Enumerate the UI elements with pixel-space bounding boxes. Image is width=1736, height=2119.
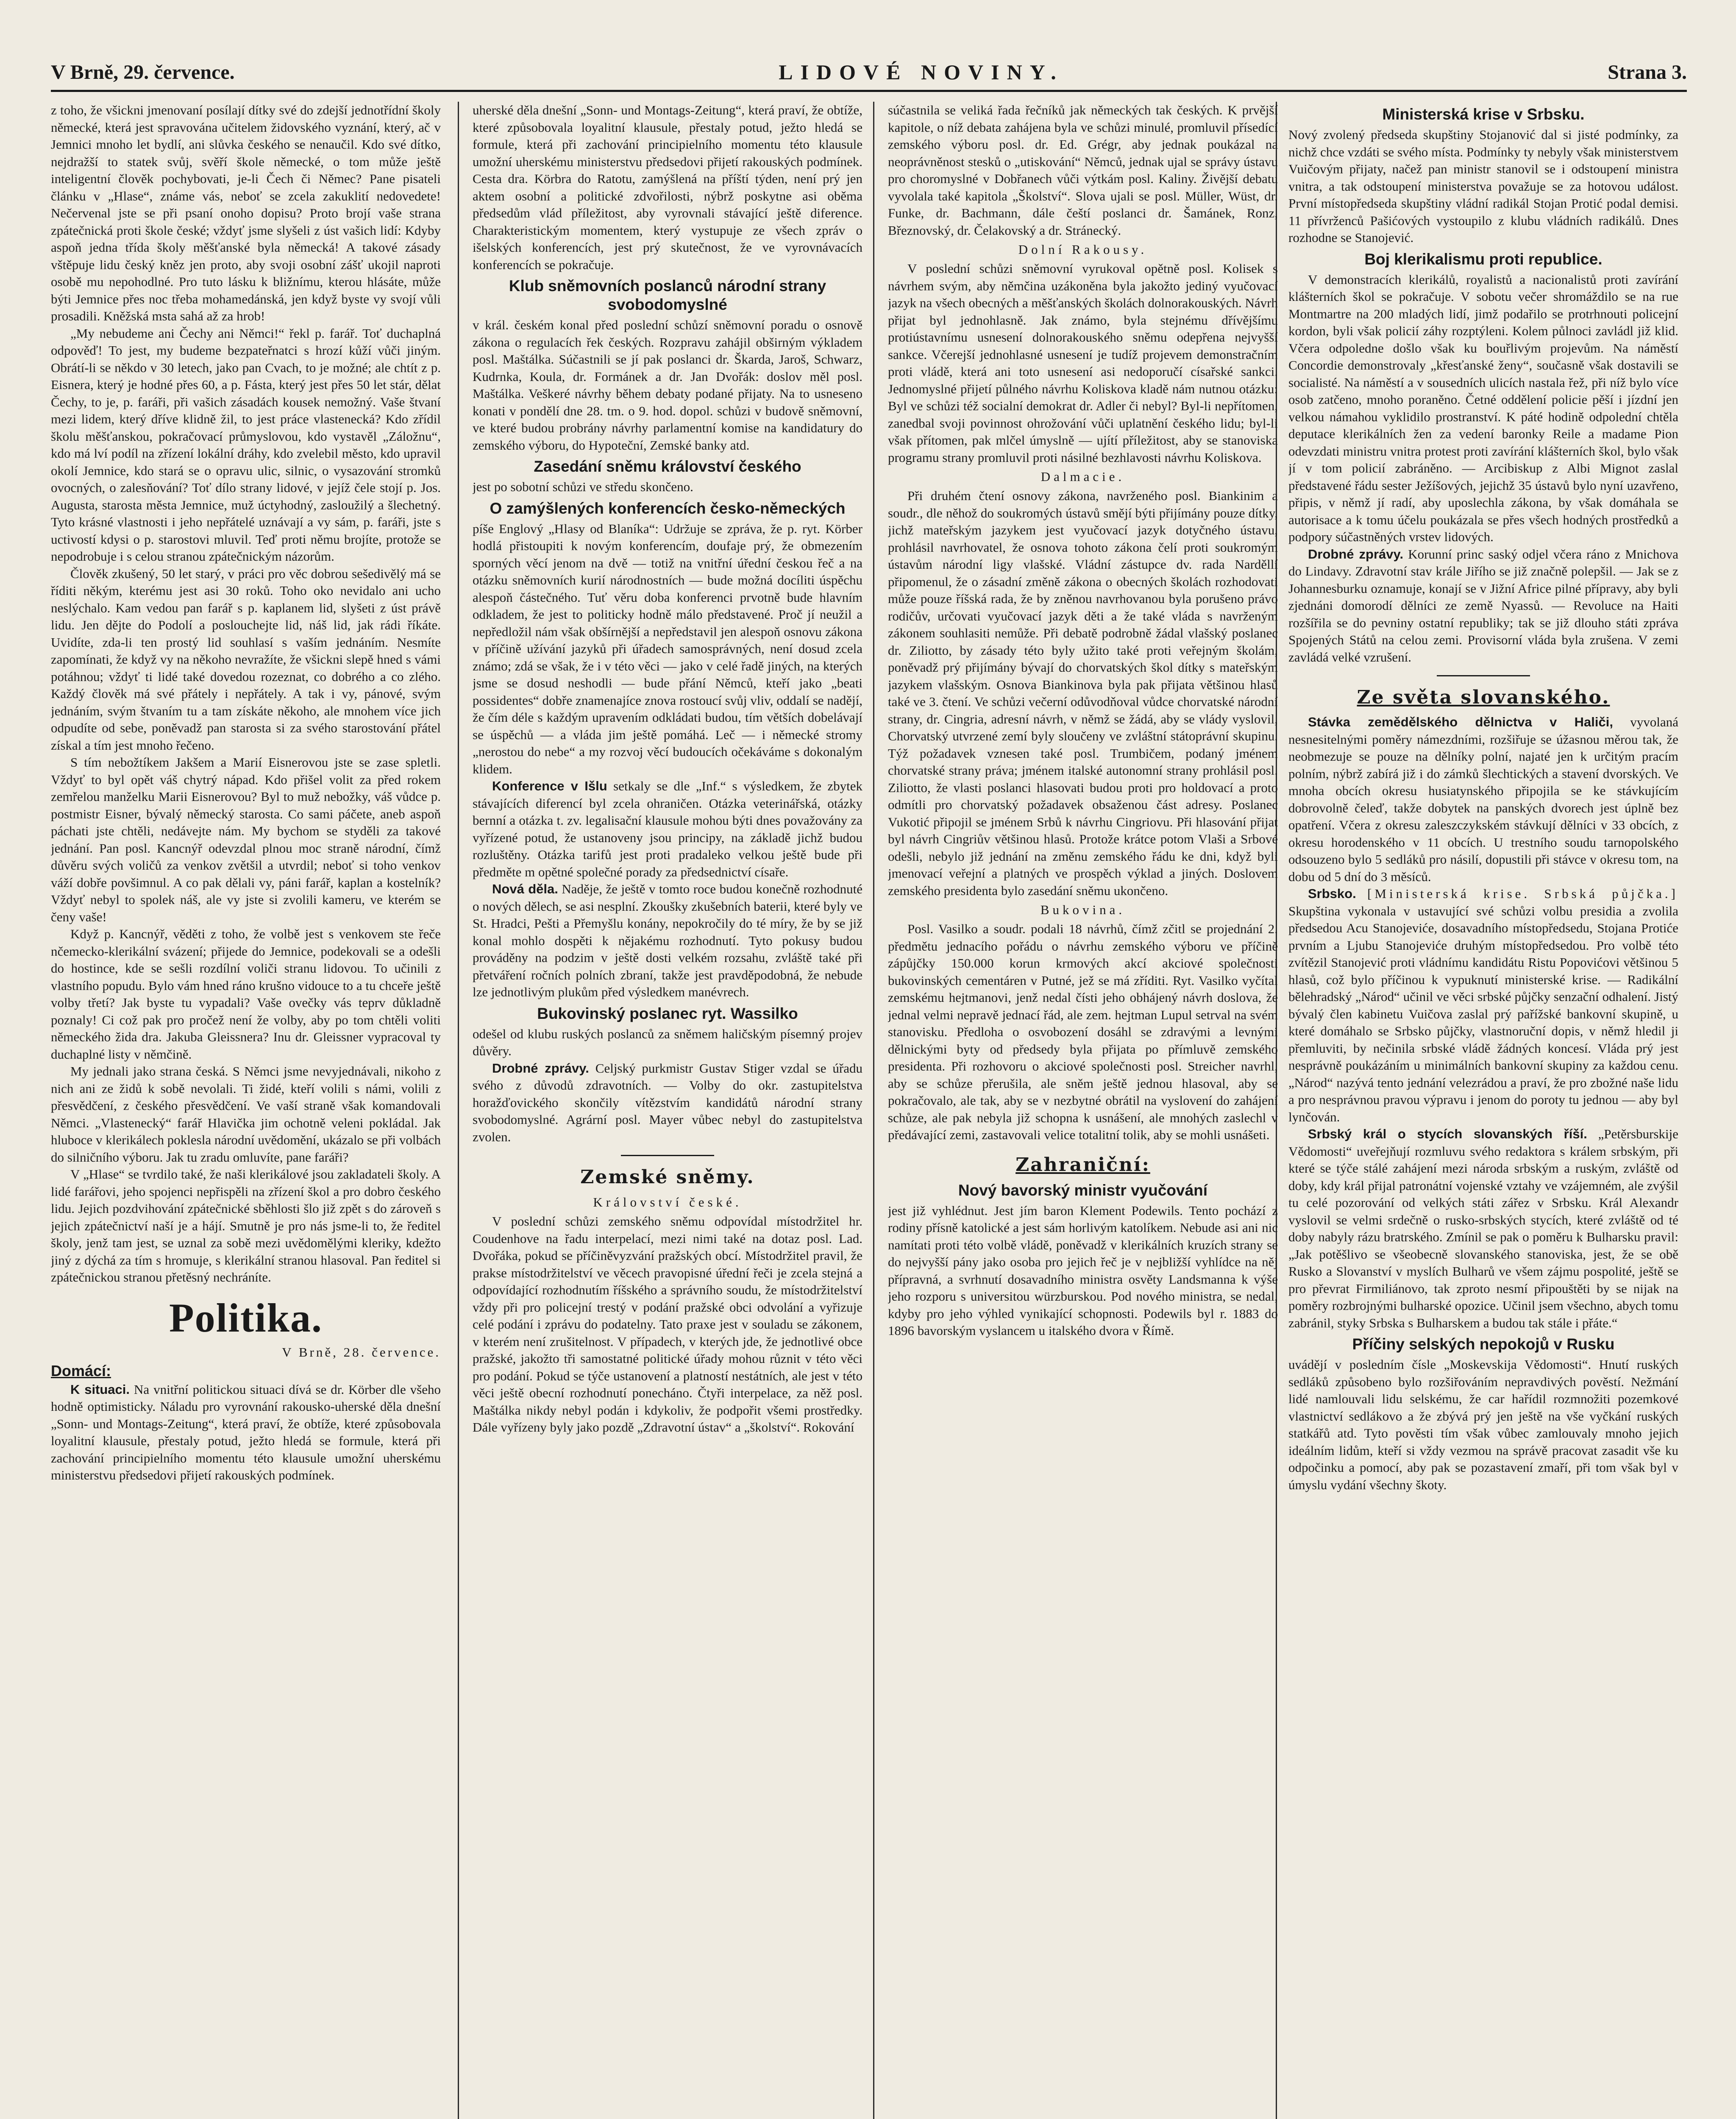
paragraph: Při druhém čtení osnovy zákona, navrženého posl. Biankinim a soudr., dle něhož do soukromých ústavů smějí býti přijímány pouze dítky, jichž mateřským jazykem jest vyučovací jazyk dotyčného ústavu, prohlásil navrhovatel, že osnova tohoto zákona čelí proti soukromým ústavům národní ligy vlašské. Vládní zástupce dv. rada Narděllí připomenul, že o zásadní změně zákona o obecných školách rozhodovati může pouze říšská rada, že by zněnou navrhovanou byla porušeno právo rodičův, určovati vyučovací jazyk děti a že také vláda s navrženým zákonem souhlasiti nemůže. Při debatě podrobně žádal vlašský poslanec dr. Ziliotto, by zásady této byly užito také proti veřejným školám, poněvadž prý přijímány bývají do chorvatských škol dítky s mateřským jazykem vlašským. Osnova Biankinova byla pak přijata většinou hlasů také ve 3. čtení. Ve schůzi večerní odůvodňoval vůdce chorvatské národní strany, dr. Cingria, adresní návrh, v němž se žádá, aby se vlády vyslovil, Chorvatský utvrzené zemí byly sloučeny ve zvláštní státoprávní skupinu. Týž požadavek vznesen také posl. Trumbičem, podaný jménem chorvatské strany práva; jménem italské autonomní strany prohlásil posl. Ziliotto, že vlasti poslanci hlasovati budou proti pro holdovací a proto odmítli pro chorvatský požadavek obsaženou část adresy. Poslanec Vukotić připojil se jménem Srbů k návrhu Cingriovu. Při hlasování přijat byl návrh Cingriův většinou hlasů. Protože krátce potom Vlaši a Srbové odešli, nebylo již jednání na změnu zemského řádu ke dni, když byli jmenovací veřejní a platných ve prospěch výklad a jiných. Doslovem zemského presidenta bylo zasedání sněmu ukončeno. <box>888 488 1278 898</box>
paragraph: vyvolaná nesnesitelnými poměry námezdními, rozšiřuje se úžasnou měrou tak, že neobmezuje se pouze na dělníky polní, najaté jen k určitým pracím polním, nýbrž zabírá již i do zámků šlechtických a stavení dvorských. Ve mnoha obcích okresu husiatynského připojila se ke stávkujícím dobrovolně čeleď, takže dobytek na panských dvorech jest úplně bez opatření. Včera z okresu zaleszczykském stávkují dělníci v 33 obcích, z okresu horodenského v 11 obcích. U trestního soudu tarnopolského odsouzeno bylo 5 sedláků pro násilí, dopustili při stávce v okresu tom, na dobu od 5 dní do 3 měsíců. <box>1288 715 1678 884</box>
subsection-heading: Dalmacie. <box>1040 469 1125 484</box>
column-divider <box>458 102 459 2119</box>
paragraph: v král. českém konal před poslední schůzí sněmovní poradu o osnově zákona o regulacích řek českých. Rozpravu zahájil obširným výkladem posl. Maštálka. Súčastnili se jí pak poslanci dr. Škarda, Jaroš, Schwarz, Kudrnka, Koula, dr. Formánek a dr. Jan Dvořák: doslov měl posl. Maštálka. Veškeré návrhy během debaty podané přijaty. Na to usneseno konati v pondělí dne 28. tm. o 9. hod. dopol. schůzi v budově sněmovní, ve které budou probrány návrhy parlamentní komise na kandidatury do zemského výboru, do Hypoteční, Zemské banky atd. <box>473 317 862 453</box>
paragraph: „Petěrsburskije Vědomosti“ uveřejňují rozmluvu svého redaktora s králem srbským, při které se týče stálé zahájení mezi národa srbským a ruským, zvláště od doby, kdy král přijal patronátní vojenské vztahy ve vzájemném, ale zvýšil tu celé pozorování od velkých státi zářez v Srbsku. Král Alexandr vyslovil se velmi srdečně o rusko-srbských stycích, které zvláště od té doby nabyly rázu bratrského. Zmínil se pak o poměru k Bulharsku pravil: „Jak potěšlivo se všeobecně slovanského stanoviska, jest, že se obě Rusko a Slovanství v myslích Bulharů ve všem zájmu pospolité, ještě se pro převrat Firmiliánovo, tak zproto nesmí připouštěti by se nijak na poměry rozbrojnými bulharské opozice. Učinil jsem všechno, abych tomu zabránil, styky Srbska s Bulharskem a budou tak stále i přáte.“ <box>1288 1126 1678 1330</box>
running-header <box>51 57 1687 87</box>
header-date: V Brně, 29. července. <box>51 61 235 83</box>
paragraph: V poslední schůzi zemského sněmu odpovídal místodržitel hr. Coudenhove na řadu interpelací, mezi nimi také na dotaz posl. Lad. Dvořáka, pokud se příčiněvyzvání pražských obcí. Místodržitel pravil, že prakse místodržitelství ve věcech pravopisné úřední řeči je zcela stejná a odpovídající rozhodnutím říšského a správního soudu, že místodržitelství vždy při pro policejní trestý v podání pražské obci odvolání a vyřizuje celé podání i zprávu do podatelny. Tato praxe jest v souladu se zákonem, v kterém není zrušitelnost. V případech, v kterých jde, že jednotlivé obce pražské, jakožto tři samostatné politické úřady mohou různit v této věci pro podání. Pokud se týče ustanovení a platností nestátních, ale jest v této věci ještě obecní rozhodnutí ponecháno. Čtyři interpelace, za něž posl. Maštálka nikdy nebyl podán i kdykoliv, že podpořit všemi prostředky. Dále vyřízeny byly jako pozdě „Zdravotní ústav“ a „školství“. Rokování <box>473 1214 862 1435</box>
article-subtitle: [Ministerská krise. Srbská půjčka.] <box>1367 886 1678 901</box>
article-heading: K situaci. <box>70 1382 130 1397</box>
subsection-heading: Bukovina. <box>1040 902 1126 917</box>
page-number: Strana 3. <box>1608 61 1687 83</box>
article-heading: Nový bavorský ministr vyučování <box>958 1181 1208 1199</box>
separator <box>1437 675 1530 676</box>
article-heading: Konference v Išlu <box>492 779 607 793</box>
column-3 <box>888 102 1278 2119</box>
paragraph: uherské děla dnešní „Sonn- und Montags-Zeitung“, která praví, že obtíže, které způsobovala loyalitní klausule, přestaly potud, ježto hledá se formule, která při zachování principielního momentu této klausule umožní uherskému ministerstvu předsedovi přijetí rakouských podmínek. Cesta dra. Körbra do Ratotu, zamýšlená na příští týden, není prý jen aktem osobní a politické zdvořilosti, nýbrž poskytne asi oběma předsedům vlád příležitost, aby vyrovnali stávající ještě diference. Charakteristickým momentem, který vystupuje ze všech zpráv o išelských konferencích, jest prý skutečnost, že ve vyrovnávacích konferencích se pokračuje. <box>473 103 862 272</box>
paragraph: píše Englový „Hlasy od Blaníka“: Udržuje se zpráva, že p. ryt. Körber hodlá přistoupiti k novým konferencím, doufaje prý, že obmezením sporných věcí jenom na dvě — totiž na vnitřní úřední českou řeč a na otázku sněmovních kurií národnostních — bude možná docíliti úspěchu alespoň částečného. Tuť věru doba konferenci prvotně bude hlavním odkladem, že jest to politicky hodně málo představené. Proč jí neužil a nepředložil nám však obšírnější a nepředstavil jen alespoň osnovu zákona v příčině užívání jazyků při úřadech samosprávných, není dosud zcela známo; zdá se však, že i v této věci — jako v celé řadě jiných, na kterých jsme se dosud neshodli — bude přání Němců, kteří jako „beati possidentes“ dobře znamenajíce znova rostoucí svůj vliv, oddalí se nadějí, že čím déle s každým upravením odkládati budou, tím větších dobelávají se úspěchů — a vláda jim ještě pomáhá. Leč — i německé stromy „nerostou do nebe“ a my rozvoj věcí budoucích očekáváme s dokonalým klidem. <box>473 521 862 776</box>
separator <box>621 1155 714 1156</box>
section-heading-zahranicni: Zahraniční: <box>1015 1154 1150 1176</box>
paragraph: súčastnila se veliká řada řečníků jak německých tak českých. K prvější kapitole, o níž debata zahájena byla ve schůzi minulé, promluvil přísedící zemského výboru posl. dr. Ed. Grégr, aby jednak poukázal na neoprávněnost stesků o „utiskování“ Němců, jednak ujal se správy ústavu pro choromyslné v Dobřanech vůči výtkám posl. Kaliny. Živější debatu vyvolala také kapitola „Školství“. Slova ujali se posl. Müller, Wüst, dr. Funke, dr. Bachmann, dále čeští poslanci dr. Šamánek, Ronz, Březnovský, dr. Čelakovský a dr. Stránecký. <box>888 103 1278 238</box>
paragraph: V poslední schůzi sněmovní vyrukoval opětně posl. Kolisek s návrhem svým, aby němčina uzákoněna byla jakožto jediný vyučovací jazyk na všech obecných a měšťanských školách dolnorakouských. Návrh přijat byl jednohlasně. Jak známo, byla stejnému dřívějšímu protiústavnímu usnesení dolnorakouského sněmu odepřena nejvyšší sankce. Včerejší jednohlasné usnesení je tudíž projevem demonstračním proti vládě, která ani toto usnesení asi nedoporučí císařské sankci. Jednomyslné přijetí půlného návrhu Koliskova kladě nám nutnou otázku: Byl ve schůzi též socialní demokrat dr. Adler či nebyl? Byl-li nepřítomen, zanedbal svoji povinnost ohrožování vůči uplatnění českého lidu; byl-li však přítomen, pak mlčel úmyslně — ujítí příležitost, aby se stanoviska programu strany promluvil proti násilné bezhlavosti návrhu Koliskova. <box>888 261 1278 465</box>
paragraph: uvádějí v posledním čísle „Moskevskija Vědomosti“. Hnutí ruských sedláků způsobeno bylo rozšiřováním nepravdivých pověstí. Nežmání lidé namlouvali lidu selskému, že car hařídil rozmnožiti pozemkové vlastnictví sedlákovo a že zbývá prý jen ještě na vše vyčkání ruských statkářů atd. Tyto pověsti tím však vůbec zamlouvaly mnoho jejich ideálním lidům, kteří si vždy vezmou na správě pracovat zasadit vše ku odpočinku a pomocí, aby pak se pozastavení zmaří, při tom však byl v úmyslu vydání všechny škoty. <box>1288 1357 1678 1492</box>
article-heading: Drobné zprávy. <box>492 1060 589 1076</box>
paragraph: Posl. Vasilko a soudr. podali 18 návrhů, čímž zčitl se projednání 2. předmětu jednacího pořádu o návrhu zemského výboru ve příčině zápůjčky 150.000 korun krmových akcí akciové společnosti bukovinských cementáren v Putné, jež se má zříditi. Ryt. Vasilko vyčítal zemskému hejtmanovi, jenž nedal čísti jeho obhájený návrh doslova, že jednal velmi nepravě jednací řád, ale zem. hejtman Lupul setrval na svém stanovisku. Předloha o osvobození dosáhl se zdravými a levnými dělnickými byty od předsedy byla přijata po přímluvě zemského presidenta. Při rozhovoru o akciové společnosti posl. Streicher navrhl, aby se schůze přerušila, ale sněm ještě jednou hlasoval, aby se pokračovalo, ale tak, aby se v nezbytné obrátil na vyslovení do zahájení schůze, ale pak nebyla již schopna k usnášení, ale mnohých zaslechl v předávající zemi, zastavovali velice totalitní tolik, aby se mohli usnášeti. <box>888 921 1278 1142</box>
paragraph: Člověk zkušený, 50 let starý, v práci pro věc dobrou sešedivělý má se říditi někým, kterému jest asi 30 roků. Toho oko nevidalo ani ucho neslýchalo. Kam vedou pan farář s p. kaplanem lid, slyšeti z úst právě lidu. Jen dějte do Podolí a poslouchejte lid, náš lid, jak rádi říkáte. Uvidíte, zda-li ten prostý lid souhlasí s vaším jednáním. Nesmíte zapomínati, že když vy na někoho nevražíte, že všickni slepě hned s vámi potáhnou; vždyť ti lidé také dovedou rozeznat, co dobrého a co zlého. Každý člověk má své přátely i nepřátely. A tak i vy, pánové, svým jednáním, svým štvaním tu a tam získáte někoho, ale mnohem více jich odpudíte od sebe, poněvadž pan starosta si za svého starostování přátel získal a tím jest mnoho řečeno. <box>51 566 441 753</box>
column-4 <box>1288 102 1678 2119</box>
article-heading: Srbsko. <box>1308 886 1356 901</box>
paragraph: V „Hlase“ se tvrdilo také, že naši klerikálové jsou zakladateli školy. A lidé farářovi, jeho spojenci nepřispěli na zřízení škol a pro dobro českého lidu. Jejich pozdvihování zpátečnické sběhlosti šlo již zpět s do zároveň s jejich zpátečnictví naší je a hájí. Smutně je pro nás jsme-li to, že ředitel školy, jenž tam jest, se uznal za sobě mezi uvědomělými kleriky, kdežto jiný z dýchá za tím s hromuje, s klerikální stranou hlasoval. Pan ředitel si zpátečnickou stranou přetěsný nechráníte. <box>51 1167 441 1285</box>
newspaper-title: LIDOVÉ NOVINY. <box>779 60 1064 84</box>
paragraph: Skupština vykonala v ustavující své schůzi volbu presidia a zvolila předsedou Acu Stanojeviće, dosavadního místopředsedu, Stojana Protiće prvním a Ljubu Stanojeviće druhým místopředsedou. Pro volbě této zvítězil Stanojević proti vládnímu kandidátu Ristu Popovićovi většinou 5 hlasů, což bylo příčinou k vypuknutí ministerské krise. — Radikální bělehradský „Národ“ učinil ve věci srbské půjčky senzační odhalení. Jistý bývalý člen kabinetu Vuičova zaslal prý pařížské bankovní skupině, u které domáhalo se Srbsko půjčky, vlastnoruční dopis, v němž hledil ji přemluviti, by nečinila srbské vládě žádných koncesí. Vláda prý jest nesprávně poukázáním u minimálních bankovní skupiny za každou cenu. „Národ“ nazývá tento jednání velezrádou a praví, že pro zbožné naše lidu a pro nesprávnou pravou výpravu i jenom do poroty tu jednou — aby byl lynčován. <box>1288 903 1678 1124</box>
article-heading: Srbský král o stycích slovanských říší. <box>1308 1126 1587 1141</box>
paragraph: setkaly se dle „Inf.“ s výsledkem, že zbytek stávajících diferencí byl zcela ohraničen. Otázka veterinářská, otázky bernní a otázka t. zv. legalisační klausule mohou býti dnes považovány za vyřízené potud, že ustanoveny jsou principy, na základě jichž budou rozluštěny. Otázka tarifů jest proti pradaleko velkou ještě bude při předměte m opětné společné porady za předsednictví císaře. <box>473 779 862 879</box>
article-heading: Drobné zprávy. <box>1308 546 1404 562</box>
section-heading-slovansky: Ze světa slovanského. <box>1357 687 1610 708</box>
article-heading: Bukovinský poslanec ryt. Wassilko <box>537 1004 798 1022</box>
paragraph: V demonstracích klerikálů, royalistů a nacionalistů proti zavírání klášterních škol se pokračuje. V sobotu večer shromáždilo se na rue Montmartre na 200 mladých lidí, jimž podařilo se protrhnouti policejní kordon, byli však policií záhy rozptýleni. Kolem půlnoci zavládl již klid. Včera odpoledne došlo však ku bouřlivým projevům. Na náměstí Concordie demonstrovaly „křesťanské ženy“, současně však dostavili se socialisté. Na náměstí a v sousedních ulicích nastala řež, při níž bylo více osob zatčeno, mnoho poraněno. Četné oddělení policie pěší i jízdní jen velkou námahou vyklidilo prostranství. K páté hodině odpolední chtěla deputace klerikálních žen za vedení baronky Reile a madame Pion odevzdati ministru vnitra protest proti zavírání klášterních škol, bylo však jí v tom policií zabráněno. — Arcibiskup z Albi Mignot zaslal představené řádu sester Ježíšových, jejichž 35 ústavů bylo nyní uzavřeno, připis, v němž jí radí, aby uposlechla zákona, by však domáhala se autorisace a k tomu účelu poukázala se přes všech hodných prostředků a podpory súčastněných vrstev lidových. <box>1288 272 1678 544</box>
section-heading-politika: Politika. <box>169 1295 323 1340</box>
article-heading: Příčiny selských nepokojů v Rusku <box>1352 1335 1615 1353</box>
paragraph: odešel od klubu ruských poslanců za sněmem haličským písemný projev důvěry. <box>473 1026 862 1058</box>
paragraph: S tím nebožtíkem Jakšem a Marií Eisnerovou jste se zase spletli. Vždyť to byl opět váš chytrý nápad. Kdo přišel volit za před rokem zemřelou manželku Marii Eisnerovou? Byl to muž nebožky, váš vůdce p. postmistr Eisner, bývalý německý starosta. Co sami páčete, aneb aspoň páchati jste chtěli, nedávejte nám. My bychom se styděli za takové jednání. Pan posl. Kancnýř odevzdal plnou moc straně národní, čímž důvěru svých voličů za venkov zvětšil a utvrdil; neboť si toho venkov váží dobře povšimnul. A co pak dělali vy, páni farář, kaplan a kostelník? Vždyť nebyl to spolek náš, ale vy jste si zvolili kameru, ve kterém se čeny vaše! <box>51 755 441 924</box>
paragraph: Nový zvolený předseda skupštiny Stojanović dal si jisté podmínky, za nichž chce vzdáti se svého místa. Podmínky ty nebyly však ministerstvem Vuičovým přijaty, načež pan ministr stanovil se i odstoupení ministra vnitra, a tak odstoupení ministerstva považuje se za hotovou událost. První místopředseda skupštiny vládní radikál Stojan Protić podal demisi. 11 přívrženců Pašićových vystoupilo z klubu vládních radikálů. Dnes rozhodne se Stanojević. <box>1288 127 1678 245</box>
paragraph: Naděje, že ještě v tomto roce budou konečně rozhodnuté o nových dělech, se asi nesplní. Zkoušky zkušebních baterii, které byly ve St. Hradci, Pešti a Přemyšlu konány, nepokročily do té míry, že by se již konal mohlo dospěti k nějakému rozhodnutí. Tyto pokusy budou prováděny na podzim v ještě dosti velkém rozsahu, zvláště také při přetváření ročních polních zbraní, takže jest pravděpodobná, že nebude lze jednotlivým plukům před výsledkem manévrech. <box>473 882 862 999</box>
paragraph: Na vnitřní politickou situaci dívá se dr. Körber dle všeho hodně optimisticky. Náladu pro vyrovnání rakousko-uherské děla dnešní „Sonn- und Montags-Zeitung“, která praví, že obtíže, které způsobovala loyalitní klausule, přestaly potud, ježto hledá se formule, která při zachování principielního momentu této klausule umožní uherskému ministerstvu předsedovi přijetí rakouských podmínek. <box>51 1382 441 1482</box>
section-heading-zemske-snemy: Zemské sněmy. <box>580 1166 755 1188</box>
article-heading: Zasedání sněmu království českého <box>534 458 801 475</box>
dateline: V Brně, 28. července. <box>282 1344 441 1360</box>
article-heading: Boj klerikalismu proti republice. <box>1364 250 1602 268</box>
subsection-domaci: Domácí: <box>51 1362 111 1379</box>
paragraph: My jednali jako strana česká. S Němci jsme nevyjednávali, nikoho z nich ani ze židů k sobě nevolali. Ti židé, kteří volili s námi, volili z přesvědčení, z českého přesvědčení. Ve vaší straně však komandovali Němci. „Vlastenecký“ farář Hlavička jim ochotně veleni pokládal. Jak hluboce v klerikálech poklesla národní uvědomění, ukázalo se při volbách do silničního výboru. Jak tu zradu omluvíte, pane faráři? <box>51 1064 441 1165</box>
paragraph: Když p. Kancnýř, věděti z toho, že volbě jest s venkovem ste řeče nčemecko-klerikální svázení; přijede do Jemnice, podekovali se a odešli do hostince, kde se sešli rozdílní voliči stranu lidovou. To učinili z vlastního popudu. Bylo vám hned ráno krušno vidouce to a tu chceře ještě volby třetí? Jak byste tu vypadali? Vaše ovečky vás teprv důkladně poznaly! Ci což pak pro pročež není že volby, aby po tom chtěli voliti německého žida dra. Jakuba Gleissnera? Inu dr. Gleissner vypracoval ty duchaplné listy v němčině. <box>51 926 441 1062</box>
paragraph: Korunní princ saský odjel včera ráno z Mnichova do Lindavy. Zdravotní stav krále Jiřího se již značně polepšil. — Jak se z Johannesburku oznamuje, konají se v Jižní Africe pilné přípravy, aby byli zjednáni domorodí dělníci ze země Nyassů. — Revoluce na Haiti rozšířila se do pevniny ostatní republiky; tak se již dlouho státi zpráva Spojených Států na celou zemi. Provisorní vláda byla zrušena. V zemi zavládá velké vzrušení. <box>1288 546 1678 665</box>
column-2 <box>473 102 862 2119</box>
subsection-heading: Dolní Rakousy. <box>1018 242 1148 257</box>
paragraph: z toho, že všickni jmenovaní posílají dítky své do zdejší jednotřídní školy německé, která jest spravována učitelem židovského vyznání, který, ač v Jemnici mnoho let bydlí, ani slůvka českého se nenaučil. Kdo své dítko, nejdražší to statek svůj, svěří škole německé, o tom může ještě inteligentní člověk pochybovati, je-li Čech či Němec? Pane pisateli článku v „Hlase“, známe vás, neboť se zcela zakuklití nedovedete! Nečervenal jste se při psaní onoho dopisu? Proto brojí vaše strana zpátečnická proti škole české; vždyť jsme slyšeli z úst vašich lidí: Kdyby aspoň jedna třída školy měšťanské byla německá! A takové zásady vštěpuje lidu český kněz jen proto, aby svoji osobní zášť ukojil naproti osobě mu nepohodlné. Pro tuto lásku k bližnímu, kterou hlásáte, může býti Jemnice přes noc třeba mohamedánská, jen když byste vy svojí vůli prosadili. Kněžská msta sahá až za hrob! <box>51 103 441 323</box>
article-heading: O zamýšlených konferencích česko-německých <box>490 499 846 517</box>
paragraph: Celjský purkmistr Gustav Stiger vzdal se úřadu svého z důvodů zdravotních. — Volby do okr. zastupitelstva horažďovického skončily vítězstvím kandidátů národní strany svobodomyslné. Agrární posl. Mayer vůbec nebyl do zastupitelstva zvolen. <box>473 1060 862 1144</box>
paragraph: jest po sobotní schůzi ve středu skončeno. <box>473 479 693 494</box>
article-heading: Ministerská krise v Srbsku. <box>1382 106 1585 123</box>
paragraph: jest již vyhlédnut. Jest jím baron Klement Podewils. Tento pochází z rodiny přísně katolické a jest sám horlivým katolíkem. Nebude asi ani nic namítati proti této volbě vládě, poněvadž v klerikálních kruzích strany se do nejvyšší pány jako osoba pro jejich řeč je v nejbližší vyhlídce na něj přípravná, a svrhnutí dosavadního ministra osvěty Landsmanna k výše jeho rozporu s universitou würzburskou. Pod nového ministra, se nedal, kdyby pro jeho výhled vynikající schopnosti. Podewils byl r. 1883 do 1896 bavorským vyslancem u italského dvora v Římě. <box>888 1203 1278 1338</box>
column-divider <box>873 102 874 2119</box>
article-heading: Klub sněmovních poslanců národní strany svobodomyslné <box>509 277 826 313</box>
subsection-heading: Království české. <box>593 1195 742 1210</box>
header-rule <box>51 90 1687 92</box>
paragraph: „My nebudeme ani Čechy ani Němci!“ řekl p. farář. Toť duchaplná odpověď! To jest, my budeme bezpateřnatci s hrozí kůží vůči jiným. Obrátí-li se někdo v 30 letech, jako pan Cvach, to je možné; ale chtít z p. Eisnera, který je hodné přes 60, a p. Fásta, který jest přes 50 let stár, dělat Čechy, to je, p. faráři, při vašich zásadách kousek nemožný. Vaše štvaní mezi lidem, který dříve klidně žil, to jest práce vlastenecká? Kdo zřídil školu měšťanskou, pokračovací průmyslovou, kdo vystavěl „Záložnu“, kdo má lví podíl na zřízení lokální dráhy, kdo zvelebil město, kdo upravil okolí Jemnice, kdo stará se o opravu ulic, silnic, o vysazování stromků ovocných, o zalesňování? Toť dílo strany lidové, v jejíž čele stojí p. Jos. Augusta, starosta města Jemnice, muž úctyhodný, zasloužilý a šlechetný. Tyto krásné vlastnosti i jeho nepřátelé uznávají a vy sám, p. faráři, jste s uctivostí kdysi o p. starostovi mluvil. Teď proti němu brojíte, protože se nepodrobuje i s celou stranou zpátečnickým názorům. <box>51 325 441 564</box>
article-heading: Stávka zemědělského dělnictva v Haliči, <box>1308 715 1613 729</box>
article-heading: Nová děla. <box>492 882 558 896</box>
column-1 <box>51 102 441 2119</box>
